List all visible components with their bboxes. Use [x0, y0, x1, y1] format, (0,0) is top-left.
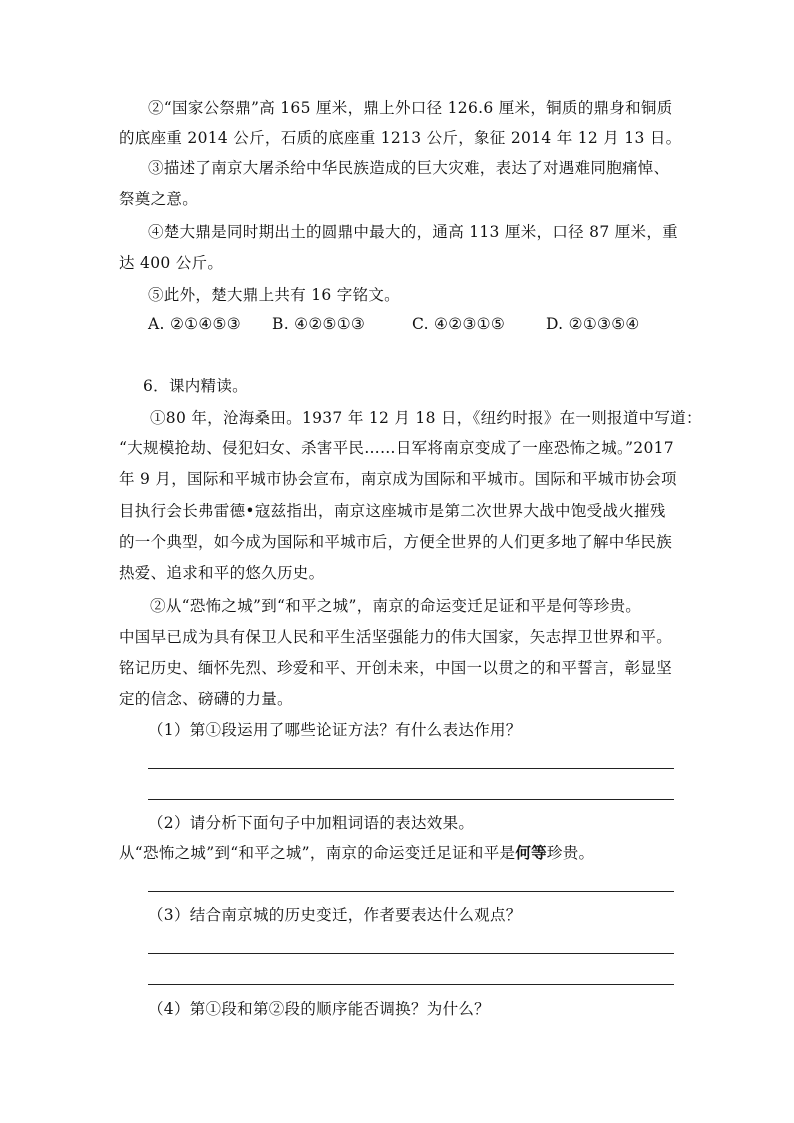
option-item-5: ⑤此外，楚大鼎上共有 16 字铭文。	[148, 286, 400, 304]
option-item-2-line2: 的底座重 2014 公斤，石质的底座重 1213 公斤，象征 2014 年 12 月 13 日。	[119, 129, 682, 147]
answer-line-q3-b[interactable]	[148, 984, 674, 985]
paragraph-2-line2: 中国早已成为具有保卫人民和平生活坚强能力的伟大国家，矢志捍卫世界和平。	[119, 628, 673, 646]
question-2-sentence-pre: 从“恐怖之城”到“和平之城”，南京的命运变迁足证和平是	[119, 844, 516, 862]
choice-a: A. ②①④⑤③	[148, 315, 241, 333]
paragraph-1-line4: 目执行会长弗雷德•寇兹指出，南京这座城市是第二次世界大战中饱受战火摧残	[119, 502, 666, 520]
answer-line-q1-a[interactable]	[148, 768, 674, 769]
question-2: （2）请分析下面句子中加粗词语的表达效果。	[148, 814, 475, 832]
choice-b: B. ④②⑤①③	[272, 315, 366, 333]
question-2-bold-word: 何等	[515, 843, 547, 862]
paragraph-2-line1: ②从“恐怖之城”到“和平之城”，南京的命运变迁足证和平是何等珍贵。	[150, 597, 642, 615]
option-item-3-line1: ③描述了南京大屠杀给中华民族造成的巨大灾难，表达了对遇难同胞痛悼、	[148, 159, 670, 177]
paragraph-1-line1: ①80 年，沧海桑田。1937 年 12 月 18 日，《纽约时报》在一则报道中写道：	[150, 409, 702, 427]
answer-line-q1-b[interactable]	[148, 799, 674, 800]
answer-line-q3-a[interactable]	[148, 953, 674, 954]
choice-d: D. ②①③⑤④	[546, 315, 640, 333]
question-2-sentence	[119, 843, 594, 863]
paragraph-1-line3: 年 9 月，国际和平城市协会宣布，南京成为国际和平城市。国际和平城市协会项	[119, 470, 677, 488]
option-item-3-line2: 祭奠之意。	[119, 190, 199, 208]
section-6-heading: 6．课内精读。	[143, 377, 248, 395]
option-item-4-line1: ④楚大鼎是同时期出土的圆鼎中最大的，通高 113 厘米，口径 87 厘米，重	[148, 223, 678, 241]
option-item-2-line1: ②“国家公祭鼎”高 165 厘米，鼎上外口径 126.6 厘米，铜质的鼎身和铜质	[148, 99, 673, 117]
question-1: （1）第①段运用了哪些论证方法？有什么表达作用？	[148, 721, 522, 739]
paragraph-1-line5: 的一个典型，如今成为国际和平城市后，方便全世界的人们更多地了解中华民族	[119, 533, 673, 551]
answer-line-q2[interactable]	[148, 891, 674, 892]
paragraph-1-line6: 热爱、追求和平的悠久历史。	[119, 564, 325, 582]
question-2-sentence-post: 珍贵。	[546, 844, 595, 862]
paragraph-2-line3: 铭记历史、缅怀先烈、珍爱和平、开创未来，中国一以贯之的和平誓言，彰显坚	[119, 659, 673, 677]
option-item-4-line2: 达 400 公斤。	[119, 254, 224, 272]
question-4: （4）第①段和第②段的顺序能否调换？为什么？	[148, 1000, 490, 1018]
question-3: （3）结合南京城的历史变迁，作者要表达什么观点？	[148, 906, 522, 924]
paragraph-1-line2: “大规模抢劫、侵犯妇女、杀害平民……日军将南京变成了一座恐怖之城。”2017	[119, 439, 674, 457]
paragraph-2-line4: 定的信念、磅礴的力量。	[119, 690, 293, 708]
choice-c: C. ④②③①⑤	[412, 315, 506, 333]
